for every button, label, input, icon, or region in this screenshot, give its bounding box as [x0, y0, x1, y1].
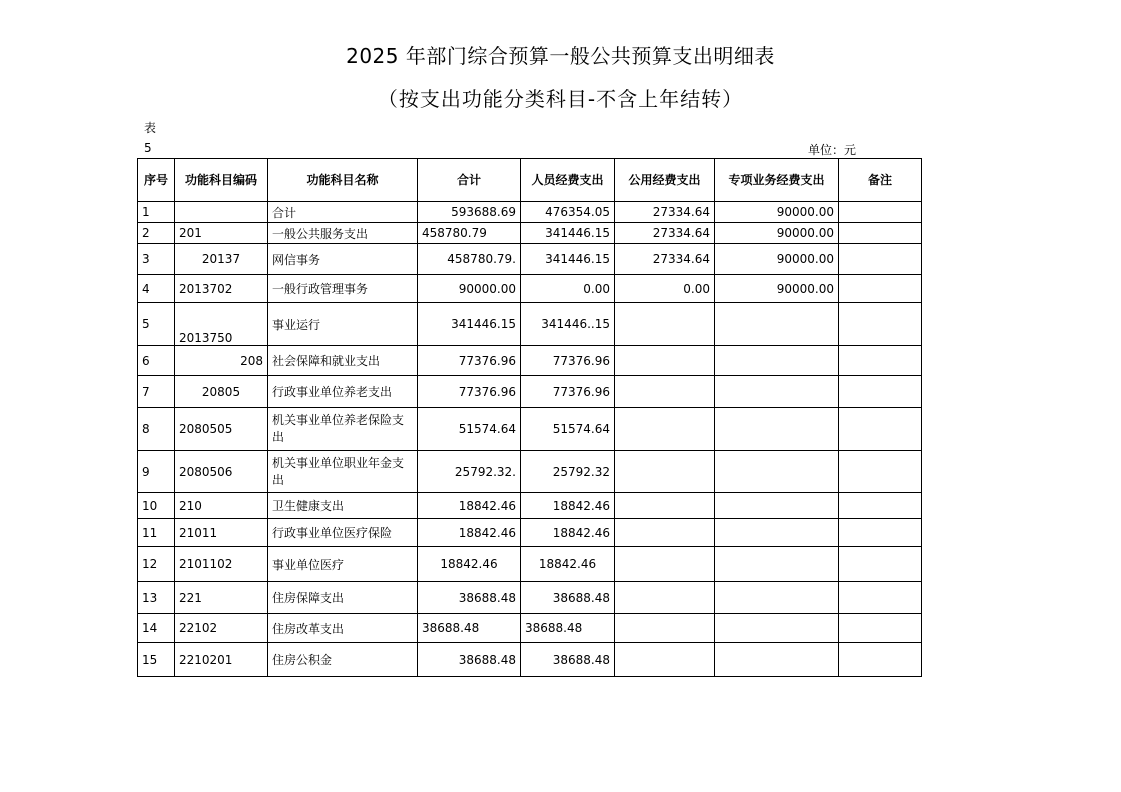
table-row: [138, 376, 922, 408]
cell-special: [715, 547, 839, 582]
cell-special: [715, 346, 839, 376]
cell-personnel: 476354.05: [521, 202, 615, 223]
cell-seq: 12: [138, 547, 175, 582]
cell-public: 27334.64: [615, 244, 715, 275]
cell-personnel: 341446..15: [521, 303, 615, 346]
cell-total: 18842.46: [418, 519, 521, 547]
cell-code: 210: [175, 493, 268, 519]
cell-code: 2210201: [175, 643, 268, 677]
cell-name: 机关事业单位职业年金支出: [268, 451, 418, 493]
cell-remark: [839, 493, 922, 519]
cell-seq: 4: [138, 275, 175, 303]
cell-total: 38688.48: [418, 614, 521, 643]
cell-total: 77376.96: [418, 346, 521, 376]
cell-personnel: 38688.48: [521, 582, 615, 614]
cell-special: [715, 408, 839, 451]
cell-code: 221: [175, 582, 268, 614]
cell-remark: [839, 303, 922, 346]
header-remark: 备注: [839, 159, 922, 202]
cell-seq: 14: [138, 614, 175, 643]
cell-special: [715, 643, 839, 677]
cell-public: 0.00: [615, 275, 715, 303]
cell-remark: [839, 451, 922, 493]
cell-personnel: 25792.32: [521, 451, 615, 493]
cell-special: [715, 451, 839, 493]
table-row: [138, 202, 922, 223]
cell-total: 90000.00: [418, 275, 521, 303]
table-row: [138, 244, 922, 275]
cell-code: [175, 202, 268, 223]
cell-seq: 13: [138, 582, 175, 614]
cell-personnel: 0.00: [521, 275, 615, 303]
cell-remark: [839, 223, 922, 244]
table-row: [138, 582, 922, 614]
table-row: [138, 614, 922, 643]
cell-personnel: 341446.15: [521, 244, 615, 275]
budget-table: [137, 158, 922, 677]
table-row: [138, 303, 922, 346]
cell-total: 38688.48: [418, 582, 521, 614]
cell-name: 机关事业单位养老保险支出: [268, 408, 418, 451]
cell-seq: 8: [138, 408, 175, 451]
cell-personnel: 77376.96: [521, 346, 615, 376]
cell-public: [615, 346, 715, 376]
cell-name: 一般公共服务支出: [268, 223, 418, 244]
cell-code: 20137: [175, 244, 268, 275]
table-row: [138, 346, 922, 376]
cell-personnel: 38688.48: [521, 614, 615, 643]
cell-public: [615, 451, 715, 493]
table-header-row: [138, 159, 922, 202]
cell-name: 合计: [268, 202, 418, 223]
cell-personnel: 77376.96: [521, 376, 615, 408]
cell-remark: [839, 408, 922, 451]
header-code: 功能科目编码: [175, 159, 268, 202]
cell-personnel: 38688.48: [521, 643, 615, 677]
cell-special: [715, 614, 839, 643]
cell-total: 458780.79: [418, 223, 521, 244]
cell-public: [615, 614, 715, 643]
cell-remark: [839, 202, 922, 223]
table-row: [138, 547, 922, 582]
cell-seq: 1: [138, 202, 175, 223]
cell-public: [615, 493, 715, 519]
cell-name: 一般行政管理事务: [268, 275, 418, 303]
cell-code: 208: [175, 346, 268, 376]
cell-name: 事业单位医疗: [268, 547, 418, 582]
cell-seq: 5: [138, 303, 175, 346]
page-title: 2025 年部门综合预算一般公共预算支出明细表: [346, 44, 775, 68]
cell-remark: [839, 519, 922, 547]
cell-name: 行政事业单位医疗保险: [268, 519, 418, 547]
cell-seq: 10: [138, 493, 175, 519]
header-seq: 序号: [138, 159, 175, 202]
cell-personnel: 18842.46: [521, 547, 615, 582]
cell-total: 51574.64: [418, 408, 521, 451]
cell-code: 20805: [175, 376, 268, 408]
cell-total: 593688.69: [418, 202, 521, 223]
cell-special: [715, 376, 839, 408]
cell-remark: [839, 376, 922, 408]
cell-name: 卫生健康支出: [268, 493, 418, 519]
cell-name: 行政事业单位养老支出: [268, 376, 418, 408]
cell-remark: [839, 346, 922, 376]
table-number-value: 5: [144, 141, 152, 155]
cell-public: [615, 408, 715, 451]
header-total: 合计: [418, 159, 521, 202]
cell-personnel: 18842.46: [521, 493, 615, 519]
cell-public: [615, 643, 715, 677]
cell-public: [615, 303, 715, 346]
cell-code: 2013702: [175, 275, 268, 303]
cell-name: 住房保障支出: [268, 582, 418, 614]
cell-code: 2101102: [175, 547, 268, 582]
cell-total: 77376.96: [418, 376, 521, 408]
table-number-label: 表: [144, 121, 157, 135]
cell-seq: 6: [138, 346, 175, 376]
cell-total: 341446.15: [418, 303, 521, 346]
cell-total: 38688.48: [418, 643, 521, 677]
cell-public: [615, 519, 715, 547]
table-row: [138, 451, 922, 493]
cell-seq: 7: [138, 376, 175, 408]
cell-name: 住房改革支出: [268, 614, 418, 643]
cell-total: 458780.79.: [418, 244, 521, 275]
cell-personnel: 341446.15: [521, 223, 615, 244]
cell-name: 社会保障和就业支出: [268, 346, 418, 376]
table-row: [138, 643, 922, 677]
cell-seq: 2: [138, 223, 175, 244]
cell-personnel: 51574.64: [521, 408, 615, 451]
cell-remark: [839, 244, 922, 275]
cell-special: [715, 303, 839, 346]
table-row: [138, 493, 922, 519]
cell-name: 网信事务: [268, 244, 418, 275]
cell-public: [615, 582, 715, 614]
cell-total: 18842.46: [418, 493, 521, 519]
cell-special: 90000.00: [715, 202, 839, 223]
cell-total: 25792.32.: [418, 451, 521, 493]
table-row: [138, 408, 922, 451]
cell-special: [715, 493, 839, 519]
cell-public: 27334.64: [615, 223, 715, 244]
page-subtitle: （按支出功能分类科目-不含上年结转）: [377, 87, 744, 111]
table-row: [138, 275, 922, 303]
cell-seq: 3: [138, 244, 175, 275]
unit-label: 单位：元: [808, 143, 857, 157]
cell-name: 事业运行: [268, 303, 418, 346]
cell-remark: [839, 643, 922, 677]
cell-seq: 9: [138, 451, 175, 493]
header-personnel: 人员经费支出: [521, 159, 615, 202]
table-row: [138, 519, 922, 547]
cell-seq: 11: [138, 519, 175, 547]
cell-code: 2080505: [175, 408, 268, 451]
cell-code: 2080506: [175, 451, 268, 493]
cell-special: [715, 582, 839, 614]
cell-special: 90000.00: [715, 223, 839, 244]
cell-code: 201: [175, 223, 268, 244]
cell-seq: 15: [138, 643, 175, 677]
cell-total: 18842.46: [418, 547, 521, 582]
cell-remark: [839, 614, 922, 643]
header-special: 专项业务经费支出: [715, 159, 839, 202]
cell-name: 住房公积金: [268, 643, 418, 677]
cell-public: [615, 547, 715, 582]
cell-code: 22102: [175, 614, 268, 643]
table-row: [138, 223, 922, 244]
cell-remark: [839, 582, 922, 614]
cell-special: [715, 519, 839, 547]
cell-special: 90000.00: [715, 275, 839, 303]
header-name: 功能科目名称: [268, 159, 418, 202]
cell-remark: [839, 547, 922, 582]
cell-special: 90000.00: [715, 244, 839, 275]
header-public: 公用经费支出: [615, 159, 715, 202]
cell-personnel: 18842.46: [521, 519, 615, 547]
cell-public: [615, 376, 715, 408]
cell-code: 21011: [175, 519, 268, 547]
cell-public: 27334.64: [615, 202, 715, 223]
cell-code: 2013750: [175, 303, 268, 346]
cell-remark: [839, 275, 922, 303]
